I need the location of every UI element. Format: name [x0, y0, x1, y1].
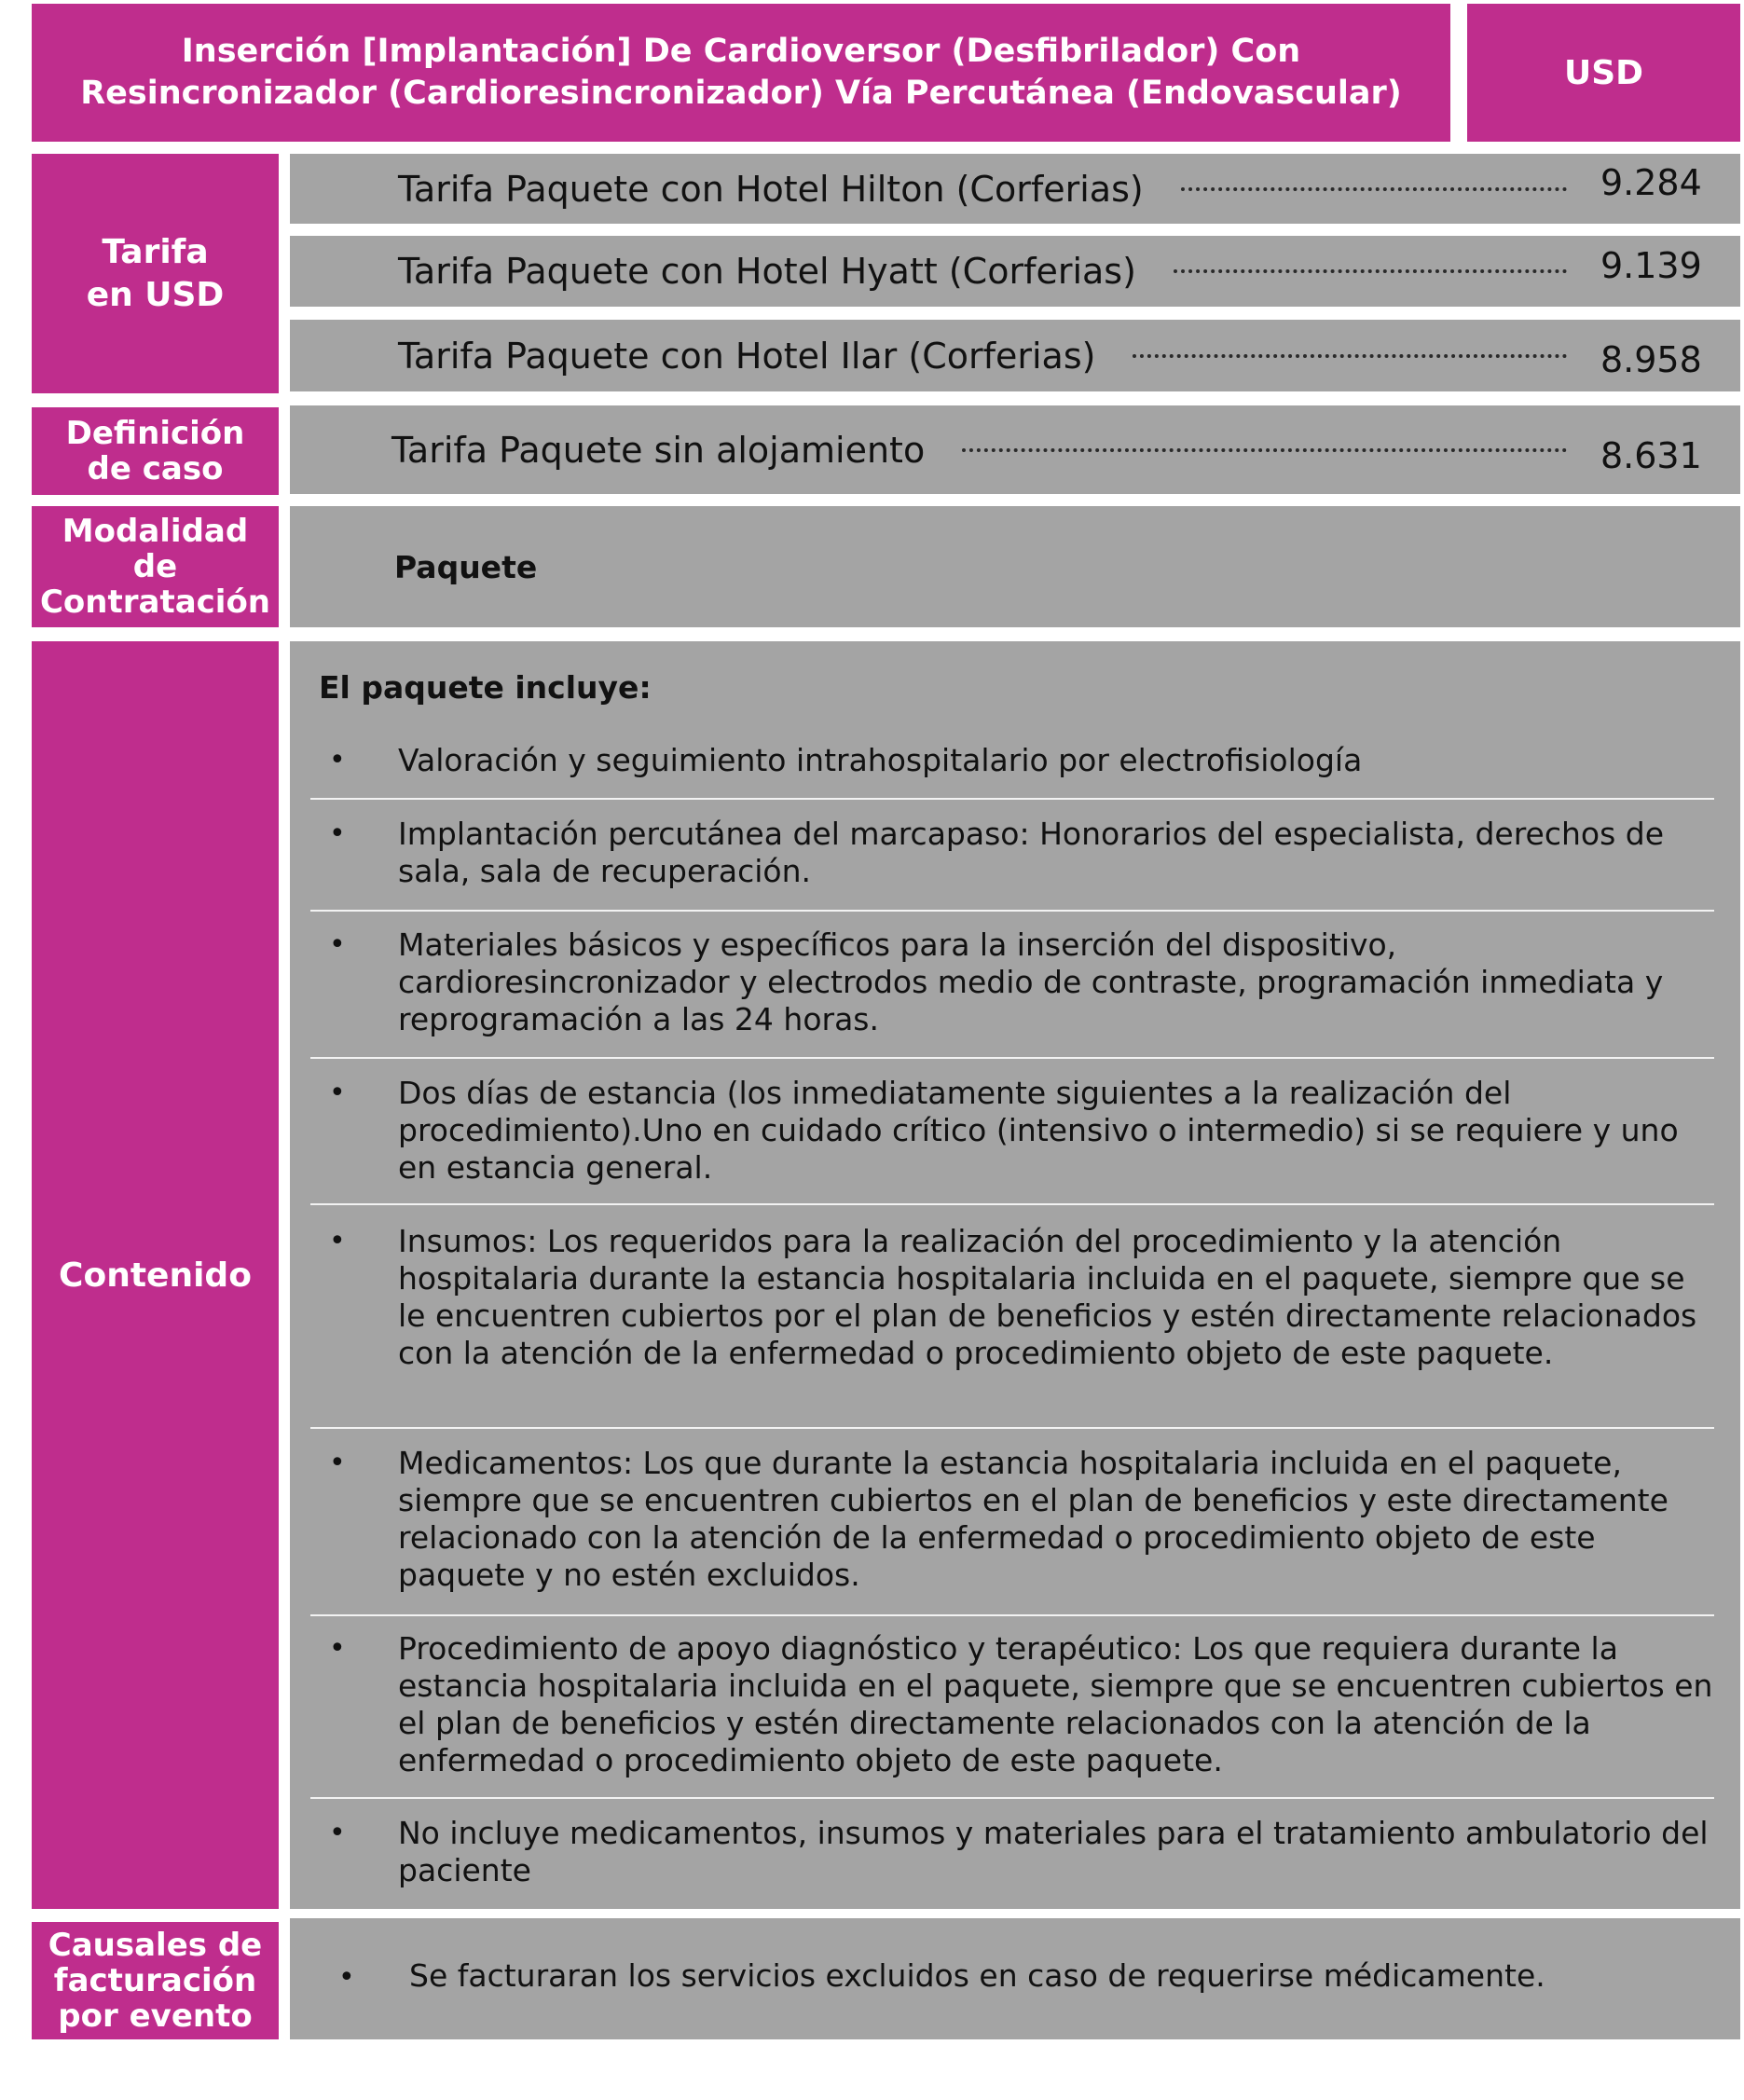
label-tarifa: [32, 154, 279, 393]
divider: [310, 798, 1714, 800]
list-item: [310, 742, 1714, 779]
list-item: [310, 1815, 1714, 1889]
list-item: [310, 1075, 1714, 1187]
bullet: •: [329, 1077, 346, 1109]
modalidad-value: Paquete: [394, 548, 538, 585]
bullet: •: [338, 1961, 355, 1994]
label-tarifa-text: Tarifa en USD: [86, 232, 225, 314]
label-definicion: [32, 407, 279, 495]
bullet: •: [329, 744, 346, 776]
bullet: •: [329, 1632, 346, 1665]
document-title-text: Inserción [Implantación] De Cardioversor (Desfibrilador) Con Resincronizador (Cardioresincronizador) Vía Percutánea (Endovascular): [80, 33, 1402, 112]
rate-value: 9.139: [1600, 245, 1702, 286]
list-item: [310, 1445, 1714, 1594]
label-definicion-text: Definición de caso: [65, 415, 245, 487]
bullet: •: [329, 817, 346, 850]
list-item-text: Materiales básicos y específicos para la inserción del dispositivo, cardioresincronizador y electrodos medio de contraste, programación inmediata y reprogramación a las 24 horas.: [398, 926, 1664, 1037]
label-modalidad-text: Modalidad de Contratación: [39, 513, 271, 621]
list-item: [310, 816, 1714, 890]
label-causales-text: Causales de facturación por evento: [48, 1927, 263, 2035]
divider: [310, 910, 1714, 912]
list-item-text: Medicamentos: Los que durante la estancia hospitalaria incluida en el paquete, siempre que se encuentren cubiertos en el plan de beneficios y este directamente relacionado con la atención de la enfermedad o procedimiento objeto de este paquete y no estén excluidos.: [398, 1445, 1668, 1593]
bullet: •: [329, 1447, 346, 1479]
divider: [310, 1797, 1714, 1799]
list-item-text: Insumos: Los requeridos para la realización del procedimiento y la atención hospitalaria durante la estancia hospitalaria incluida en el paquete, siempre que se le encuentren cubiertos por el plan de beneficios y estén directamente relacionados con la atención de la enfermedad o procedimiento objeto de este paquete.: [398, 1223, 1697, 1371]
label-contenido-text: Contenido: [59, 1256, 252, 1295]
rate-name: Tarifa Paquete con Hotel Hyatt (Corferias): [398, 251, 1136, 292]
causales-text: Se facturaran los servicios excluidos en caso de requerirse médicamente.: [409, 1957, 1545, 1994]
rate-row: [290, 154, 1740, 224]
list-item-text: Dos días de estancia (los inmediatamente siguientes a la realización del procedimiento).Uno en cuidado crítico (intensivo o intermedio) si se requiere y uno en estancia general.: [398, 1075, 1679, 1186]
list-item: [310, 926, 1714, 1038]
divider: [310, 1057, 1714, 1059]
dotted-leader: [1174, 269, 1567, 273]
rate-name: Tarifa Paquete con Hotel Hilton (Corferias): [398, 168, 1144, 210]
currency-header: [1467, 4, 1740, 142]
contenido-panel: [290, 641, 1740, 1909]
list-item: [310, 1223, 1714, 1372]
rate-value: 8.958: [1600, 338, 1702, 380]
dotted-leader: [1133, 354, 1567, 358]
rate-value: 9.284: [1600, 161, 1702, 203]
rate-row: [290, 320, 1740, 391]
currency-label: USD: [1563, 53, 1644, 92]
rate-value: 8.631: [1600, 434, 1702, 476]
label-modalidad: [32, 506, 279, 627]
divider: [310, 1203, 1714, 1205]
bullet: •: [329, 1225, 346, 1257]
divider: [310, 1614, 1714, 1616]
document-title: [32, 4, 1450, 142]
bullet: •: [329, 1817, 346, 1849]
rate-name: Tarifa Paquete con Hotel Ilar (Corferias): [398, 335, 1096, 377]
label-contenido: [32, 641, 279, 1909]
dotted-leader: [962, 448, 1567, 452]
label-causales: [32, 1922, 279, 2039]
rate-row: [290, 405, 1740, 494]
dotted-leader: [1181, 187, 1567, 191]
modalidad-panel: [290, 506, 1740, 627]
rate-name: Tarifa Paquete sin alojamiento: [391, 429, 926, 471]
list-item: [310, 1630, 1714, 1779]
list-item-text: Valoración y seguimiento intrahospitalario por electrofisiología: [398, 742, 1363, 778]
rate-row: [290, 236, 1740, 307]
list-item-text: Procedimiento de apoyo diagnóstico y terapéutico: Los que requiera durante la estancia hospitalaria incluida en el paquete, siempre que se encuentren cubiertos en el plan de beneficios y estén directamente relacionados con la atención de la enfermedad o procedimiento objeto de este paquete.: [398, 1630, 1713, 1778]
bullet: •: [329, 928, 346, 961]
contenido-heading: El paquete incluye:: [319, 669, 652, 706]
divider: [310, 1427, 1714, 1429]
list-item-text: Implantación percutánea del marcapaso: Honorarios del especialista, derechos de sala, sala de recuperación.: [398, 816, 1665, 889]
list-item-text: No incluye medicamentos, insumos y materiales para el tratamiento ambulatorio del paciente: [398, 1815, 1709, 1888]
causales-panel: [290, 1918, 1740, 2039]
